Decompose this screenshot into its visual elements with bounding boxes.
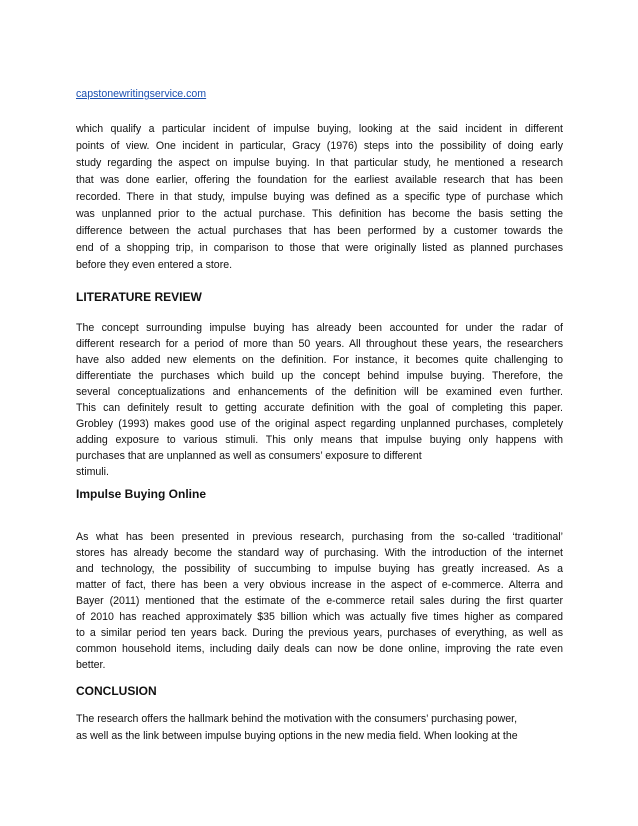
online-heading: Impulse Buying Online [76, 487, 207, 501]
literature-line: Grobley (1993) makes good use of the original aspect regarding unplanned purchases, completely [76, 418, 563, 430]
intro-line: difference between the actual purchases that has been performed by a customer towards the [76, 225, 563, 237]
intro-line: study regarding the aspect on impulse buying. In that particular study, he mentioned a research [76, 157, 563, 169]
intro-line: before they even entered a store. [76, 259, 233, 271]
literature-line: differentiate the purchases which build up the concept behind impulse buying. Therefore, the [76, 370, 563, 382]
intro-line: which qualify a particular incident of impulse buying, looking at the said incident in different [76, 123, 563, 135]
conclusion-line: The research offers the hallmark behind the motivation with the consumers’ purchasing power, [76, 713, 518, 725]
online-line: better. [76, 659, 106, 671]
literature-line: stimuli. [76, 466, 109, 478]
online-line: Bayer (2011) mentioned that the estimate of the e-commerce retail sales during the first quarter [76, 595, 563, 607]
literature-line: This can definitely result to getting accurate definition with the goal of completing this paper. [76, 402, 563, 414]
online-line: As what has been presented in previous research, purchasing from the so-called ‘traditional’ [76, 531, 563, 543]
literature-line: purchases that are unplanned as well as consumers’ exposure to different [76, 450, 422, 462]
intro-line: was unplanned prior to the actual purchase. This definition has become the basis setting the [76, 208, 563, 220]
online-line: common household items, including daily deals can now be done online, improving the rate even [76, 643, 563, 655]
conclusion-line: as well as the link between impulse buying options in the new media field. When looking at the [76, 730, 518, 742]
literature-heading: LITERATURE REVIEW [76, 290, 202, 304]
literature-line: different research for a period of more than 50 years. All throughout these years, the researchers [76, 338, 563, 350]
literature-line: The concept surrounding impulse buying has already been accounted for under the radar of [76, 322, 563, 334]
online-line: matter of fact, there has been a very obvious increase in the aspect of e-commerce. Alterra and [76, 579, 563, 591]
source-link[interactable]: capstonewritingservice.com [76, 88, 207, 100]
conclusion-heading: CONCLUSION [76, 684, 157, 698]
online-line: to a similar period ten years back. During the previous years, purchases of everything, as well as [76, 627, 563, 639]
literature-line: several conceptualizations and enhancements of the definition will be examined even further. [76, 386, 563, 398]
literature-line: adding exposure to various stimuli. This only means that impulse buying only happens with [76, 434, 563, 446]
intro-line: end of a shopping trip, in comparison to those that were originally listed as planned purchases [76, 242, 563, 254]
online-line: of 2010 has reached approximately $35 billion which was actually five times higher as compared [76, 611, 563, 623]
literature-line: have also added new elements on the definition. For instance, it becomes quite challenging to [76, 354, 563, 366]
intro-line: points of view. One incident in particular, Gracy (1976) steps into the possibility of doing early [76, 140, 563, 152]
online-line: stores has already become the standard way of purchasing. With the introduction of the internet [76, 547, 563, 559]
intro-line: recorded. There in that study, impulse buying was defined as a specific type of purchase which [76, 191, 563, 203]
intro-line: that was done earlier, offering the foundation for the earliest available research that has been [76, 174, 563, 186]
online-line: and technology, the possibility of succumbing to impulse buying has greatly increased. As a [76, 563, 563, 575]
